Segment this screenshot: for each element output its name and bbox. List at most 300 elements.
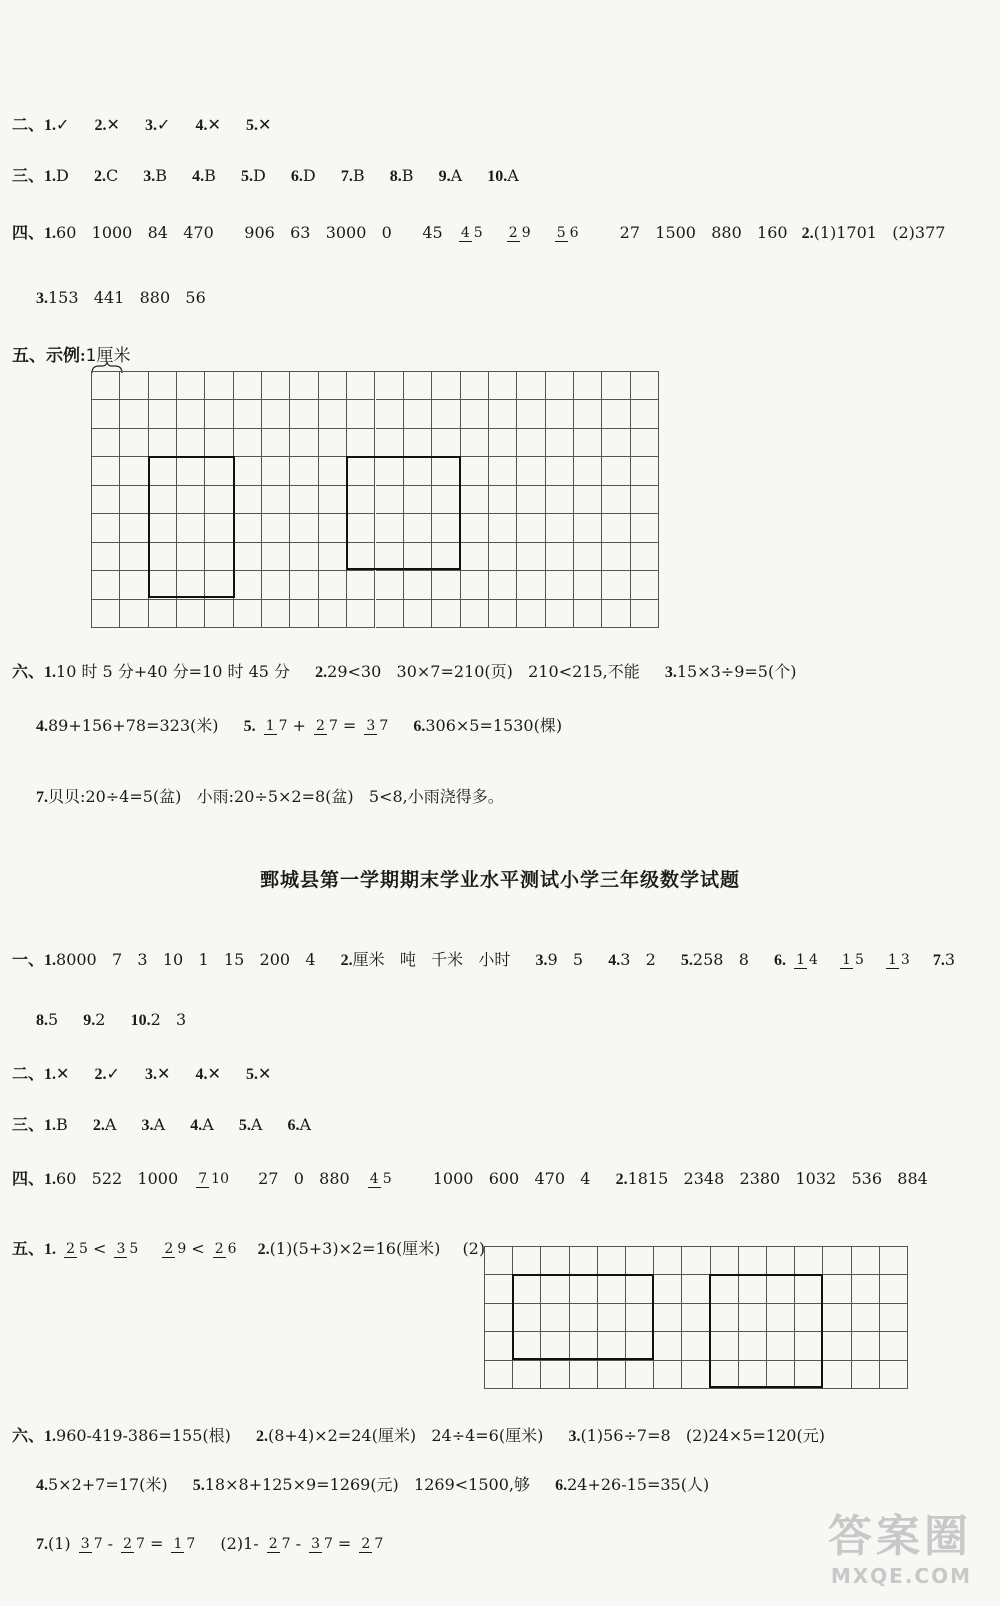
grid-cell: [120, 400, 148, 428]
q-num: 1.: [44, 1117, 57, 1134]
grid-cell: [290, 372, 318, 400]
grid-cell: [432, 600, 460, 628]
grid-cell: [654, 1332, 682, 1360]
grid-cell: [92, 600, 120, 628]
grid-cell: [461, 429, 489, 457]
grid-cell: [682, 1361, 710, 1389]
fraction: [555, 225, 581, 242]
grid-cell: [149, 372, 177, 400]
answer: 厘米 吨 千米 小时: [352, 950, 511, 969]
grid-cell: [461, 514, 489, 542]
grid-cell: [149, 400, 177, 428]
grid-cell: [517, 457, 545, 485]
section-head: 五、: [12, 1241, 45, 1258]
grid-cell: [262, 429, 290, 457]
grid-cell: [149, 429, 177, 457]
grid-cell: [517, 400, 545, 428]
part-label: (2)1-: [220, 1534, 259, 1553]
grid-cell: [570, 1361, 598, 1389]
answer: 60 522 1000: [56, 1169, 179, 1188]
grid-cell: [823, 1304, 851, 1332]
q-num: 10.: [487, 168, 508, 185]
grid-cell: [574, 429, 602, 457]
answer: ✓: [157, 115, 171, 134]
q-num: 1.: [44, 664, 57, 681]
grid-cell: [205, 372, 233, 400]
grid-cell: [92, 429, 120, 457]
p2-section-5: [12, 1236, 485, 1259]
denominator: 7: [328, 718, 338, 734]
numerator: 3: [80, 1536, 90, 1552]
grid-cell: [319, 400, 347, 428]
numerator: 1: [842, 952, 851, 968]
grid-cell: [682, 1247, 710, 1275]
q-num: 2.: [92, 1117, 105, 1134]
grid-cell: [347, 400, 375, 428]
grid-cell: [177, 600, 205, 628]
answer: A: [507, 166, 519, 185]
grid-cell: [376, 429, 404, 457]
grid-cell: [120, 429, 148, 457]
grid-cell: [489, 486, 517, 514]
denominator: 3: [900, 952, 910, 968]
numerator: 2: [66, 1241, 76, 1257]
grid-cell: [880, 1275, 908, 1303]
numerator: 5: [556, 225, 566, 241]
grid-cell: [347, 429, 375, 457]
p1-section-6-line3: [36, 784, 504, 807]
q-num: 5.: [241, 168, 253, 185]
q-num: 2.: [94, 1066, 107, 1083]
grid-cell: [432, 372, 460, 400]
answer: 5×2+7=17(米): [48, 1475, 168, 1494]
q-num: 3.: [664, 664, 677, 681]
section-head: 三、: [12, 1117, 45, 1134]
answer: 1000 600 470 4: [432, 1169, 591, 1188]
section-head: 二、: [12, 1066, 45, 1083]
grid-cell: [880, 1247, 908, 1275]
answer: 24+26-15=35(人): [567, 1475, 710, 1494]
fraction: [79, 1536, 105, 1553]
q-num: 3.: [141, 1117, 154, 1134]
grid-cell: [602, 543, 630, 571]
grid-cell: [177, 400, 205, 428]
numerator: 7: [198, 1171, 208, 1187]
answer: 60 1000 84 470 906 63 3000 0 45: [56, 223, 443, 242]
answer: B: [155, 166, 168, 185]
grid-cell: [290, 514, 318, 542]
grid-cell: [852, 1361, 880, 1389]
grid-cell: [513, 1361, 541, 1389]
grid-cell: [461, 571, 489, 599]
q-num: 2.: [615, 1171, 628, 1188]
grid-cell: [654, 1275, 682, 1303]
grid-cell: [404, 372, 432, 400]
q-num: 2.: [255, 1428, 268, 1445]
answer: B: [56, 1115, 68, 1134]
answer: 5: [48, 1010, 59, 1029]
grid-cell: [513, 1247, 541, 1275]
section-head: 二、: [12, 117, 45, 134]
grid-cell: [574, 400, 602, 428]
section-head: 四、: [12, 1171, 45, 1188]
q-num: 2.: [94, 117, 107, 134]
q-num: 1.: [44, 952, 57, 969]
grid-cell: [485, 1332, 513, 1360]
grid-cell: [626, 1361, 654, 1389]
drawn-rectangle: [148, 456, 235, 598]
grid-cell: [234, 429, 262, 457]
fraction: [121, 1536, 147, 1553]
q-num: 10.: [130, 1012, 151, 1029]
q-num: 5.: [246, 1066, 259, 1083]
numerator: 4: [460, 225, 470, 241]
denominator: 7: [374, 1536, 384, 1552]
grid-cell: [654, 1304, 682, 1332]
q-num: 8.: [389, 168, 402, 185]
grid-cell: [517, 571, 545, 599]
grid-cell: [262, 514, 290, 542]
grid-cell: [880, 1361, 908, 1389]
denominator: 9: [177, 1241, 187, 1257]
denominator: 6: [569, 225, 579, 241]
grid-cell: [262, 571, 290, 599]
grid-cell: [631, 514, 659, 542]
denominator: 7: [324, 1536, 333, 1552]
grid-cell: [574, 514, 602, 542]
numerator: 1: [265, 718, 275, 734]
page-title: 鄄城县第一学期期末学业水平测试小学三年级数学试题: [259, 869, 740, 891]
fraction: [64, 1241, 90, 1258]
numerator: 3: [116, 1241, 126, 1257]
q-num: 5.: [246, 117, 259, 134]
grid-cell: [205, 429, 233, 457]
grid-cell: [570, 1247, 598, 1275]
q-num: 3.: [535, 952, 548, 969]
answer: ✕: [207, 115, 221, 134]
grid-cell: [376, 372, 404, 400]
grid-cell: [290, 600, 318, 628]
grid-cell: [852, 1275, 880, 1303]
grid-cell: [177, 372, 205, 400]
answer: B: [204, 166, 216, 185]
operator: =: [149, 1534, 164, 1553]
p2-section-6-line1: [12, 1423, 825, 1446]
grid-cell: [602, 514, 630, 542]
answer: 8000 7 3 10 1 15 200 4: [56, 950, 316, 969]
answer: A: [153, 1115, 166, 1134]
grid-cell: [631, 600, 659, 628]
grid-cell: [489, 600, 517, 628]
grid-cell: [347, 571, 375, 599]
numerator: 2: [268, 1536, 278, 1552]
grid-cell: [682, 1332, 710, 1360]
grid-cell: [598, 1361, 626, 1389]
fraction: [314, 718, 340, 735]
fraction: [213, 1241, 239, 1258]
p2-section-1-line2: [36, 1010, 186, 1030]
grid-cell: [262, 372, 290, 400]
q-num: 6.: [290, 168, 303, 185]
grid-cell: [262, 600, 290, 628]
grid-cell: [404, 400, 432, 428]
answer: (1)(5+3)×2=16(厘米): [269, 1239, 441, 1258]
grid-cell: [234, 543, 262, 571]
denominator: 7: [136, 1536, 145, 1552]
grid-cell: [432, 429, 460, 457]
drawn-square: [346, 456, 461, 570]
grid-cell: [631, 400, 659, 428]
grid-cell: [347, 600, 375, 628]
p1-section-2: [12, 112, 291, 135]
grid-cell: [489, 543, 517, 571]
q-num: 4.: [36, 718, 48, 735]
drawn-square: [709, 1274, 823, 1388]
grid-cell: [880, 1304, 908, 1332]
q-num: 4.: [195, 1066, 208, 1083]
q-num: 5.: [680, 952, 693, 969]
grid-cell: [234, 457, 262, 485]
grid-cell: [546, 457, 574, 485]
grid-cell: [290, 457, 318, 485]
fraction: [359, 1536, 385, 1553]
operator: =: [337, 1534, 352, 1553]
q-num: 2.: [340, 952, 353, 969]
grid-cell: [234, 486, 262, 514]
grid-cell: [852, 1304, 880, 1332]
grid-cell: [823, 1332, 851, 1360]
denominator: 5: [79, 1241, 88, 1257]
grid-cell: [631, 429, 659, 457]
grid-cell: [574, 372, 602, 400]
answer: ✕: [207, 1064, 221, 1083]
grid-cell: [92, 514, 120, 542]
fraction: [114, 1241, 140, 1258]
grid-cell: [631, 486, 659, 514]
grid-cell: [485, 1361, 513, 1389]
answer: 960-419-386=155(根): [56, 1426, 231, 1445]
grid-cell: [598, 1247, 626, 1275]
denominator: 9: [521, 225, 531, 241]
grid-cell: [546, 372, 574, 400]
grid-cell: [120, 486, 148, 514]
grid-cell: [319, 457, 347, 485]
grid-cell: [234, 400, 262, 428]
grid-cell: [262, 400, 290, 428]
answer: 2 3: [150, 1010, 187, 1029]
q-num: 2.: [801, 225, 814, 242]
grid-cell: [852, 1247, 880, 1275]
answer: 3: [944, 950, 956, 969]
fraction: [459, 225, 485, 242]
grid-cell: [149, 600, 177, 628]
q-num: 1.: [44, 1241, 57, 1258]
grid-cell: [602, 429, 630, 457]
unit-label: 1厘米: [85, 346, 131, 366]
denominator: 7: [379, 718, 389, 734]
section-head: 三、: [12, 168, 45, 185]
numerator: 1: [173, 1536, 183, 1552]
q-num: 6.: [413, 718, 426, 735]
grid-cell: [485, 1304, 513, 1332]
grid-cell: [602, 571, 630, 599]
p1-section-4-line1: [12, 220, 945, 243]
watermark: [828, 1500, 972, 1588]
answer: (1)1701 (2)377: [813, 223, 946, 242]
part-label: (1): [48, 1534, 71, 1553]
numerator: 1: [796, 952, 806, 968]
section-head: 五、示例:: [12, 346, 86, 365]
fraction: [267, 1536, 293, 1553]
fraction: [196, 1171, 231, 1188]
section-head: 四、: [12, 225, 45, 242]
grid-cell: [546, 400, 574, 428]
grid-cell: [92, 571, 120, 599]
q-num: 6.: [555, 1477, 568, 1494]
numerator: 2: [164, 1241, 174, 1257]
grid-cell: [234, 571, 262, 599]
answer: 27 1500 880 160: [619, 223, 788, 242]
denominator: 5: [129, 1241, 139, 1257]
q-num: 1.: [44, 1428, 57, 1445]
fraction: [364, 718, 390, 735]
grid-cell: [654, 1361, 682, 1389]
less-than: <: [191, 1239, 205, 1258]
drawn-rectangle: [512, 1274, 654, 1360]
grid-cell: [120, 600, 148, 628]
q-num: 7.: [932, 952, 945, 969]
grid-cell: [319, 543, 347, 571]
grid-cell: [319, 571, 347, 599]
grid-cell: [120, 571, 148, 599]
grid-cell: [485, 1247, 513, 1275]
grid-cell: [92, 457, 120, 485]
grid-cell: [602, 400, 630, 428]
grid-cell: [234, 600, 262, 628]
grid-cell: [626, 1247, 654, 1275]
answer: 258 8: [692, 950, 749, 969]
grid-cell: [120, 372, 148, 400]
numerator: 4: [369, 1171, 379, 1187]
denominator: 4: [809, 952, 818, 968]
grid-cell: [546, 600, 574, 628]
grid-cell: [823, 1247, 851, 1275]
q-num: 3.: [143, 168, 156, 185]
p2-section-3: [12, 1112, 331, 1135]
grid-cell: [290, 400, 318, 428]
q-num: 4.: [190, 1117, 203, 1134]
grid-cell: [602, 372, 630, 400]
grid-cell: [461, 457, 489, 485]
numerator: 3: [311, 1536, 320, 1552]
q-num: 3.: [568, 1428, 581, 1445]
grid-cell: [347, 372, 375, 400]
grid-cell: [546, 486, 574, 514]
q-num: 6.: [774, 952, 786, 969]
grid-cell: [631, 457, 659, 485]
answer: D: [56, 166, 69, 185]
less-than: <: [92, 1239, 107, 1258]
denominator: 7: [281, 1536, 291, 1552]
grid-cell: [92, 372, 120, 400]
q-num: 7.: [340, 168, 353, 185]
grid-cell: [852, 1332, 880, 1360]
answer: 3 2: [620, 950, 656, 969]
section-head: 六、: [12, 664, 45, 681]
section-head: 六、: [12, 1428, 45, 1445]
answer: ✕: [157, 1064, 171, 1083]
denominator: 5: [854, 952, 864, 968]
grid-cell: [461, 543, 489, 571]
grid-cell: [574, 600, 602, 628]
grid-cell: [517, 543, 545, 571]
grid-cell: [376, 600, 404, 628]
answer: ✕: [106, 115, 120, 134]
grid-cell: [823, 1361, 851, 1389]
q-num: 1.: [44, 1171, 57, 1188]
q-num: 1.: [44, 1066, 57, 1083]
answer: C: [105, 166, 119, 185]
grid-cell: [404, 571, 432, 599]
answer: 27 0 880: [258, 1169, 350, 1188]
grid-cell: [541, 1247, 569, 1275]
answer: (2): [462, 1239, 486, 1258]
answer: 1815 2348 2380 1032 536 884: [627, 1169, 928, 1188]
fraction: [886, 952, 912, 969]
grid-cell: [461, 400, 489, 428]
numerator: 2: [214, 1241, 224, 1257]
grid-cell: [517, 429, 545, 457]
q-num: 2.: [93, 168, 106, 185]
answer: 29<30 30×7=210(页) 210<215,不能: [327, 662, 640, 681]
q-num: 2.: [315, 664, 328, 681]
grid-cell: [120, 457, 148, 485]
numerator: 2: [123, 1536, 133, 1552]
p1-section-6-line1: [12, 659, 796, 682]
grid-cell: [602, 600, 630, 628]
grid-cell: [432, 571, 460, 599]
grid-cell: [489, 429, 517, 457]
fraction: [794, 952, 820, 969]
grid-cell: [546, 571, 574, 599]
answer: B: [352, 166, 365, 185]
p2-section-6-line3: [36, 1534, 388, 1554]
grid-cell: [262, 457, 290, 485]
grid-cell: [546, 429, 574, 457]
q-num: 4.: [36, 1477, 48, 1494]
answer: 贝贝:20÷4=5(盆) 小雨:20÷5×2=8(盆) 5<8,小雨浇得多。: [48, 787, 504, 806]
grid-cell: [120, 543, 148, 571]
grid-cell: [262, 486, 290, 514]
grid-cell: [461, 372, 489, 400]
numerator: 2: [508, 225, 518, 241]
grid-cell: [319, 429, 347, 457]
q-num: 1.: [44, 168, 57, 185]
q-num: 9.: [83, 1012, 96, 1029]
fraction: [309, 1536, 335, 1553]
answer: 18×8+125×9=1269(元) 1269<1500,够: [204, 1475, 530, 1494]
q-num: 5.: [238, 1117, 251, 1134]
grid-cell: [290, 429, 318, 457]
answer: 153 441 880 56: [48, 288, 206, 307]
q-num: 5.: [243, 718, 256, 735]
answer: ✕: [258, 1064, 272, 1083]
denominator: 7: [186, 1536, 196, 1552]
grid-cell: [489, 372, 517, 400]
numerator: 1: [887, 952, 897, 968]
section-head: 一、: [12, 952, 45, 969]
answer: 89+156+78=323(米): [48, 716, 219, 735]
